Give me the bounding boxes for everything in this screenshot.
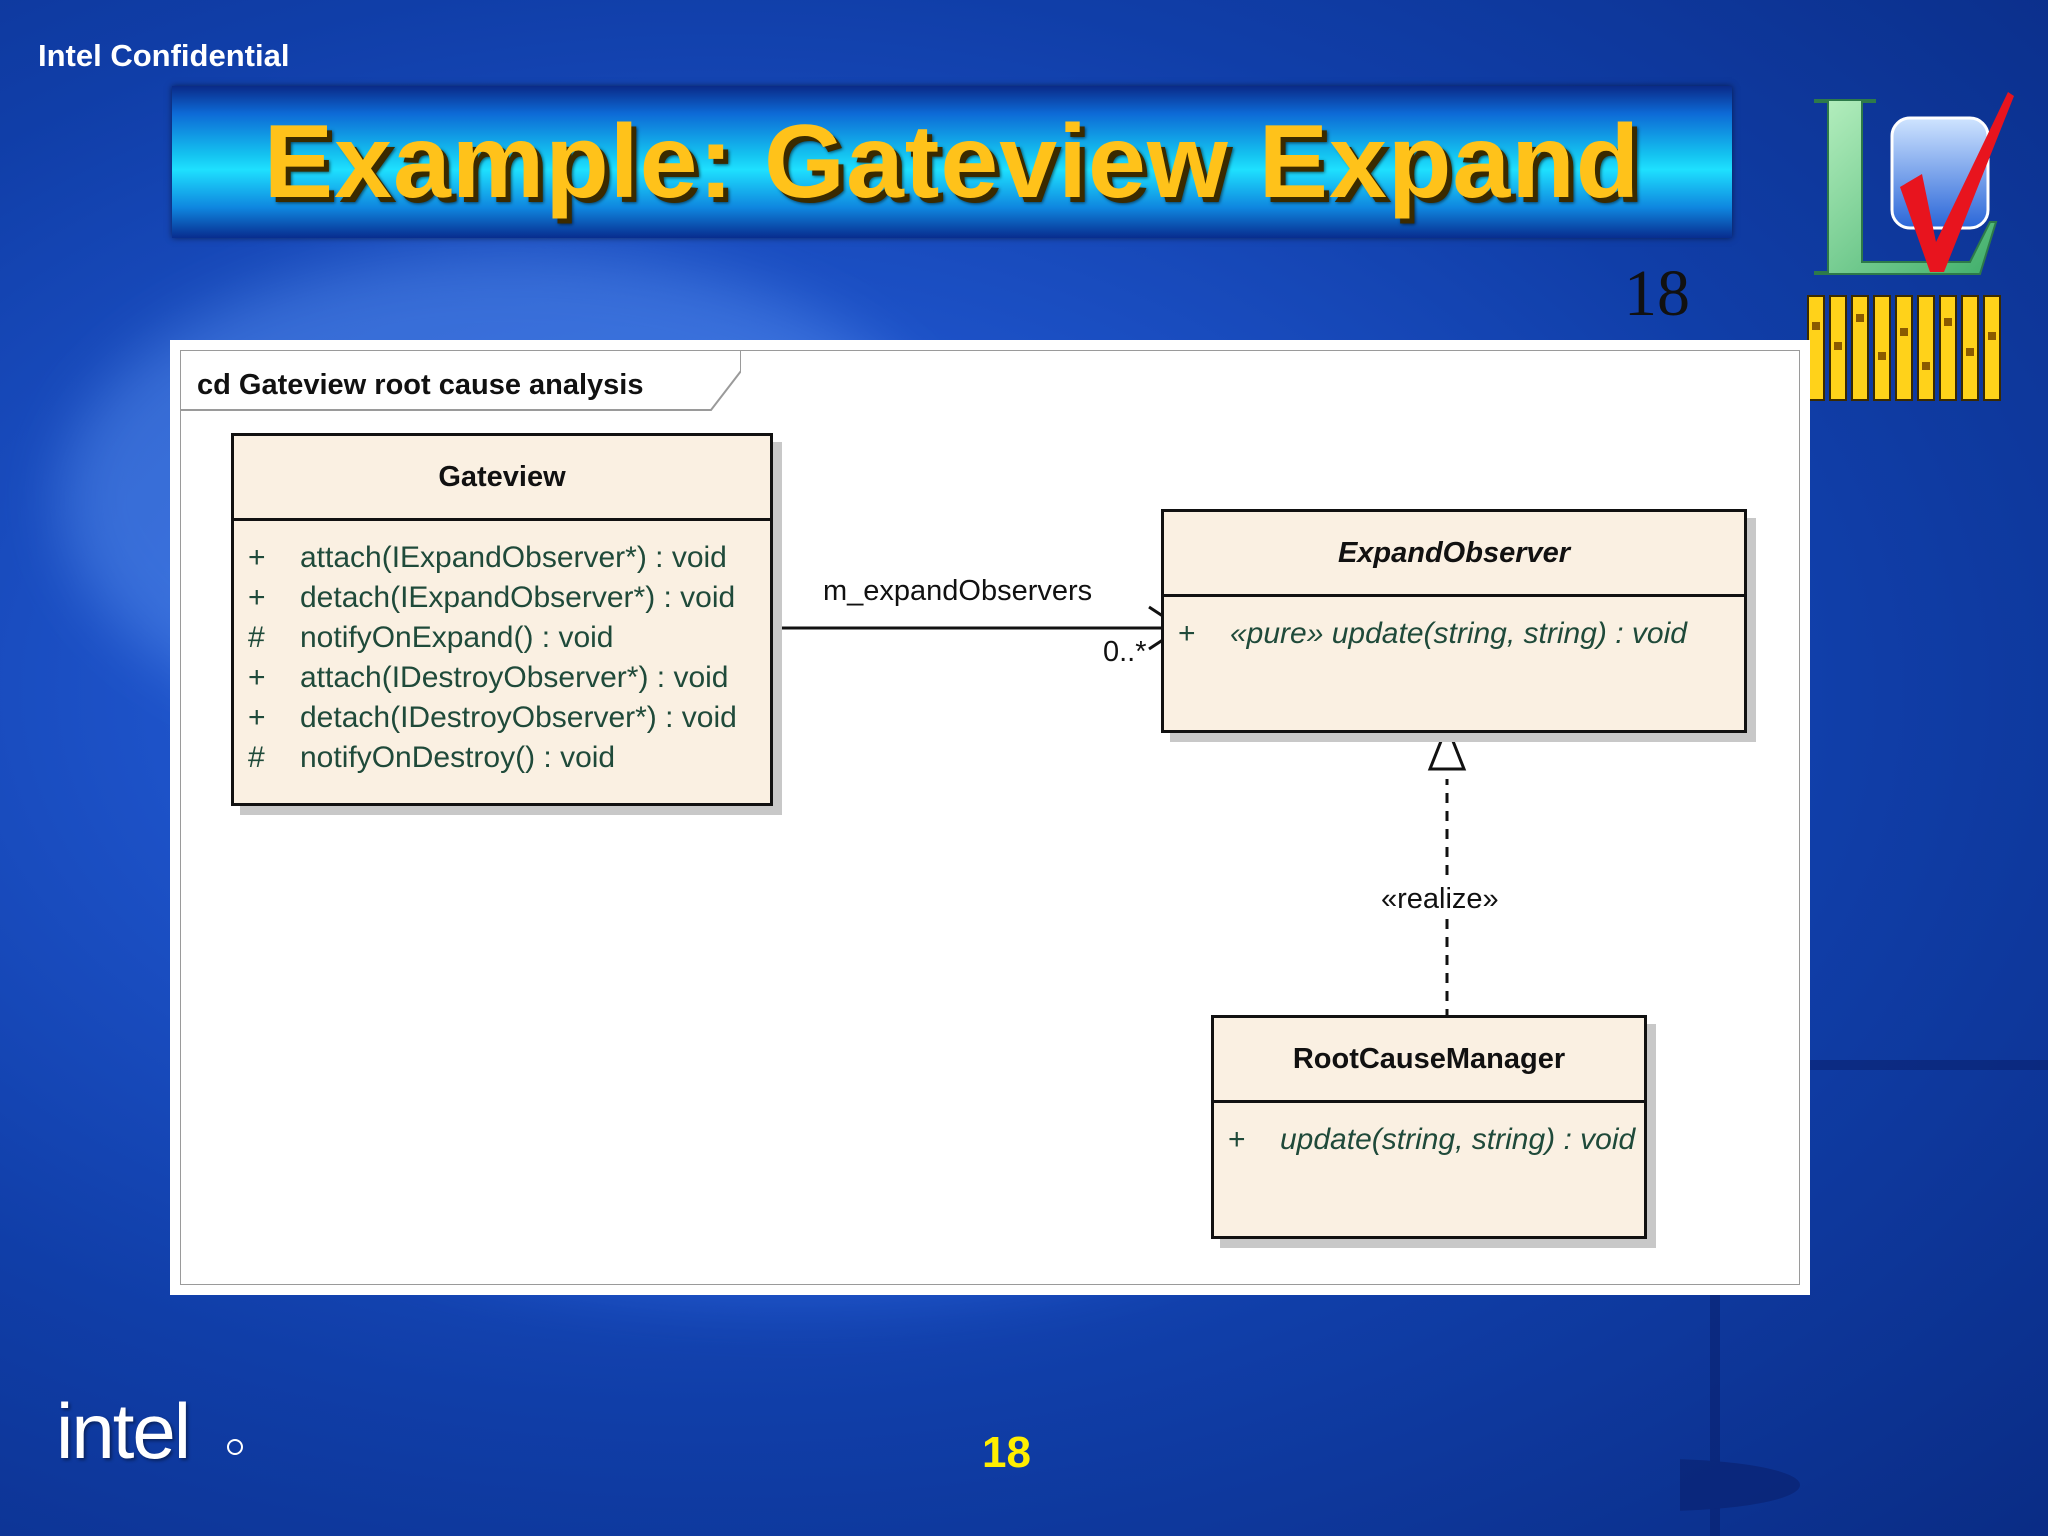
class-root-cause-manager[interactable] xyxy=(1211,1015,1647,1239)
operation-signature: detach(IExpandObserver*) : void xyxy=(300,581,736,614)
operation-signature: attach(IDestroyObserver*) : void xyxy=(300,661,729,694)
operation-signature: attach(IExpandObserver*) : void xyxy=(300,541,727,574)
association-multiplicity: 0..* xyxy=(1103,636,1147,668)
slide-number-footer: 18 xyxy=(982,1428,1031,1477)
validation-wordmark xyxy=(1806,292,2016,404)
slide-number-top: 18 xyxy=(1624,257,1690,330)
page-title: Example: Gateview Expand xyxy=(263,103,1641,220)
uml-diagram-panel xyxy=(170,340,1810,1295)
operation-signature: notifyOnDestroy() : void xyxy=(300,741,616,774)
validation-logo xyxy=(1800,92,2020,282)
confidential-label: Intel Confidential xyxy=(38,38,290,73)
operation-visibility: + xyxy=(1178,617,1196,650)
registered-mark-icon xyxy=(226,1438,244,1456)
diagram-frame xyxy=(180,350,1800,1285)
operation-visibility: # xyxy=(248,741,265,774)
operation-signature: notifyOnExpand() : void xyxy=(300,621,614,654)
intel-logo xyxy=(56,1386,256,1486)
title-banner xyxy=(172,86,1732,238)
class-gateview[interactable] xyxy=(231,433,773,806)
operation-visibility: + xyxy=(248,541,266,574)
class-expand-observer[interactable] xyxy=(1161,509,1747,733)
realize-stereotype-label: «realize» xyxy=(1381,883,1499,915)
operation-visibility: # xyxy=(248,621,265,654)
operation-visibility: + xyxy=(248,701,266,734)
class-name: RootCauseManager xyxy=(1214,1018,1644,1103)
intel-logo-text: intel xyxy=(56,1387,190,1475)
operation-visibility: + xyxy=(248,661,266,694)
association-role-label: m_expandObservers xyxy=(823,575,1093,607)
diagram-frame-label: cd Gateview root cause analysis xyxy=(197,369,644,401)
operation-signature: detach(IDestroyObserver*) : void xyxy=(300,701,737,734)
class-name: Gateview xyxy=(234,436,770,521)
class-name: ExpandObserver xyxy=(1164,512,1744,597)
class-operations xyxy=(1164,597,1744,730)
operation-visibility: + xyxy=(1228,1123,1246,1156)
operation-signature: update(string, string) : void xyxy=(1280,1123,1636,1156)
class-operations xyxy=(234,521,770,803)
operation-signature: «pure» update(string, string) : void xyxy=(1230,617,1687,650)
operation-visibility: + xyxy=(248,581,266,614)
class-operations xyxy=(1214,1103,1644,1236)
